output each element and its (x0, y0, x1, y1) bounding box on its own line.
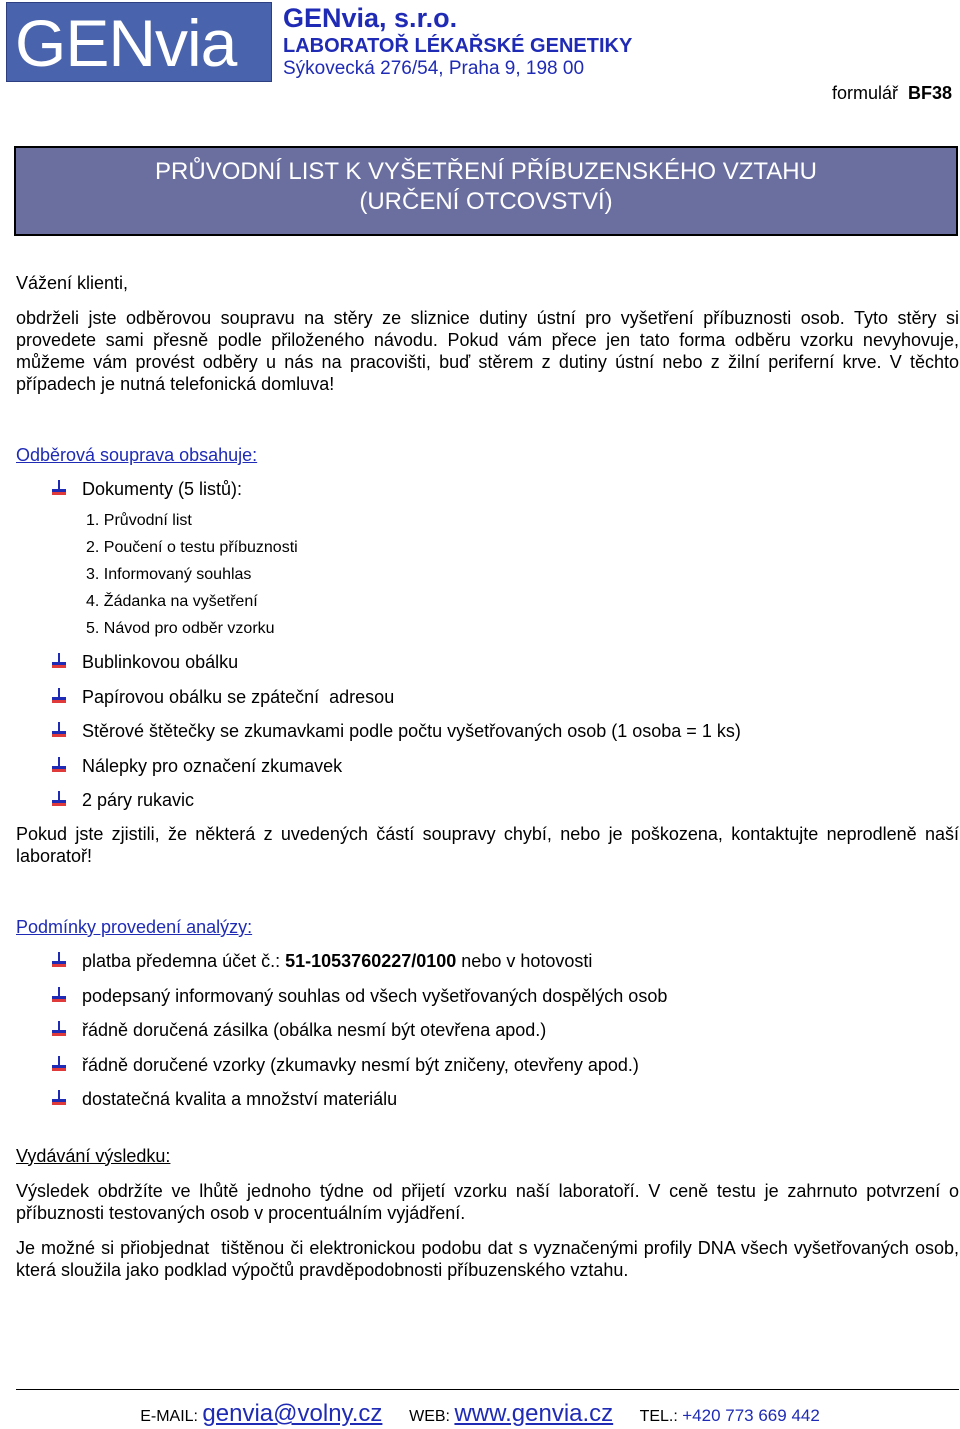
payment-account: 51-1053760227/0100 (285, 951, 457, 971)
kit-item-text: Bublinkovou obálku (82, 652, 239, 672)
results-paragraph-1: Výsledek obdržíte ve lhůtě jednoho týdne od přijetí vzorku naší laboratoří. V ceně testu je zahrnuto potvrzení o příbuznosti testovaných osob v procentuálním vyjádření. (16, 1180, 959, 1223)
condition-text: řádně doručené vzorky (zkumavky nesmí být zničeny, otevřeny apod.) (82, 1054, 639, 1075)
condition-text: dostatečná kvalita a množství materiálu (82, 1089, 398, 1109)
conditions-heading: Podmínky provedení analýzy: (16, 917, 253, 937)
web-label: WEB: (409, 1408, 455, 1425)
document-title (14, 146, 958, 236)
company-address: Sýkovecká 276/54, Praha 9, 198 00 (283, 58, 585, 79)
greeting: Vážení klienti, (16, 273, 129, 293)
list-item (16, 755, 959, 790)
list-item (16, 651, 959, 686)
kit-heading: Odběrová souprava obsahuje: (16, 445, 258, 465)
arrow-down-bullet-icon (52, 1021, 66, 1037)
web-link[interactable]: www.genvia.cz (454, 1400, 614, 1427)
form-label: formulář (831, 83, 898, 103)
kit-items-list (16, 651, 959, 823)
company-logo (6, 2, 272, 82)
list-item (16, 478, 959, 510)
company-name: GENvia, s.r.o. (283, 3, 458, 33)
arrow-down-bullet-icon (52, 952, 66, 968)
form-code: BF38 (907, 83, 952, 103)
list-item (16, 985, 959, 1020)
intro-text-2: Pokud vám přece jen tato forma odběru vzorku nevyhovuje, můžeme vám provést odběry u nás na pracovišti, buď stěrem z dutiny ústní nebo z žilní periferní krve. V těchto případech je nutná telefonická domluva! (16, 330, 959, 394)
email-label: E-MAIL: (140, 1408, 203, 1425)
kit-list (16, 478, 959, 510)
results-heading: Vydávání výsledku: (16, 1145, 171, 1166)
main-content (16, 272, 959, 1281)
payment-suffix: nebo v hotovosti (456, 951, 593, 971)
arrow-down-bullet-icon (52, 1090, 66, 1106)
conditions-list (16, 950, 959, 1123)
arrow-down-bullet-icon (52, 480, 66, 496)
footer (0, 1400, 960, 1428)
documents-list (16, 510, 959, 645)
arrow-down-bullet-icon (52, 757, 66, 773)
document-item: 1. Průvodní list (86, 512, 192, 529)
form-id (832, 83, 952, 104)
list-item (16, 720, 959, 755)
tel-number: +420 773 669 442 (682, 1406, 820, 1425)
title-line-2: (URČENÍ OTCOVSTVÍ) (359, 188, 613, 215)
kit-item-text: Nálepky pro označení zkumavek (82, 755, 343, 776)
kit-item-text: Papírovou obálku se zpáteční adresou (82, 686, 395, 707)
arrow-down-bullet-icon (52, 653, 66, 669)
arrow-down-bullet-icon (52, 722, 66, 738)
condition-text: podepsaný informovaný souhlas od všech vyšetřovaných dospělých osob (82, 985, 668, 1006)
intro-paragraph (16, 307, 959, 395)
results-paragraph-2: Je možné si přiobjednat tištěnou či elektronickou podobu dat s vyznačenými profily DNA všech vyšetřovaných osob, která sloužila jako podklad výpočtů pravděpodobnosti příbuzenského vztahu. (16, 1237, 959, 1280)
arrow-down-bullet-icon (52, 688, 66, 704)
company-info (283, 2, 632, 80)
list-item (16, 686, 959, 721)
list-item (16, 1019, 959, 1054)
document-item: 3. Informovaný souhlas (86, 566, 252, 583)
arrow-down-bullet-icon (52, 987, 66, 1003)
lab-name: LABORATOŘ LÉKAŘSKÉ GENETIKY (283, 35, 633, 57)
document-item: 2. Poučení o testu příbuznosti (86, 539, 298, 556)
document-item: 5. Návod pro odběr vzorku (86, 620, 275, 637)
list-item (16, 1088, 959, 1123)
arrow-down-bullet-icon (52, 791, 66, 807)
email-link[interactable]: genvia@volny.cz (202, 1400, 383, 1427)
kit-missing-note: Pokud jste zjistili, že některá z uvedených částí soupravy chybí, nebo je poškozena, kontaktujte neprodleně naší laboratoř! (16, 824, 959, 866)
payment-prefix: platba předemna účet č.: (82, 951, 286, 971)
arrow-down-bullet-icon (52, 1056, 66, 1072)
footer-divider (16, 1389, 959, 1390)
condition-text: řádně doručená zásilka (obálka nesmí být otevřena apod.) (82, 1020, 547, 1040)
intro-text-1: obdrželi jste odběrovou soupravu na stěry ze sliznice dutiny ústní pro vyšetření příbuznosti osob. Tyto stěry si provedete sami přesně podle přiloženého návodu. (16, 308, 959, 350)
kit-item-text: Stěrové štětečky se zkumavkami podle počtu vyšetřovaných osob (1 osoba = 1 ks) (82, 721, 741, 741)
tel-label: TEL.: (639, 1408, 683, 1425)
documents-label: Dokumenty (5 listů): (82, 479, 243, 499)
list-item (16, 789, 959, 823)
logo-text: GENvia (15, 6, 237, 80)
kit-item-text: 2 páry rukavic (82, 790, 195, 810)
document-item: 4. Žádanka na vyšetření (86, 593, 258, 610)
title-line-1: PRŮVODNÍ LIST K VYŠETŘENÍ PŘÍBUZENSKÉHO VZTAHU (155, 158, 817, 185)
list-item (16, 950, 959, 985)
list-item (16, 1054, 959, 1089)
